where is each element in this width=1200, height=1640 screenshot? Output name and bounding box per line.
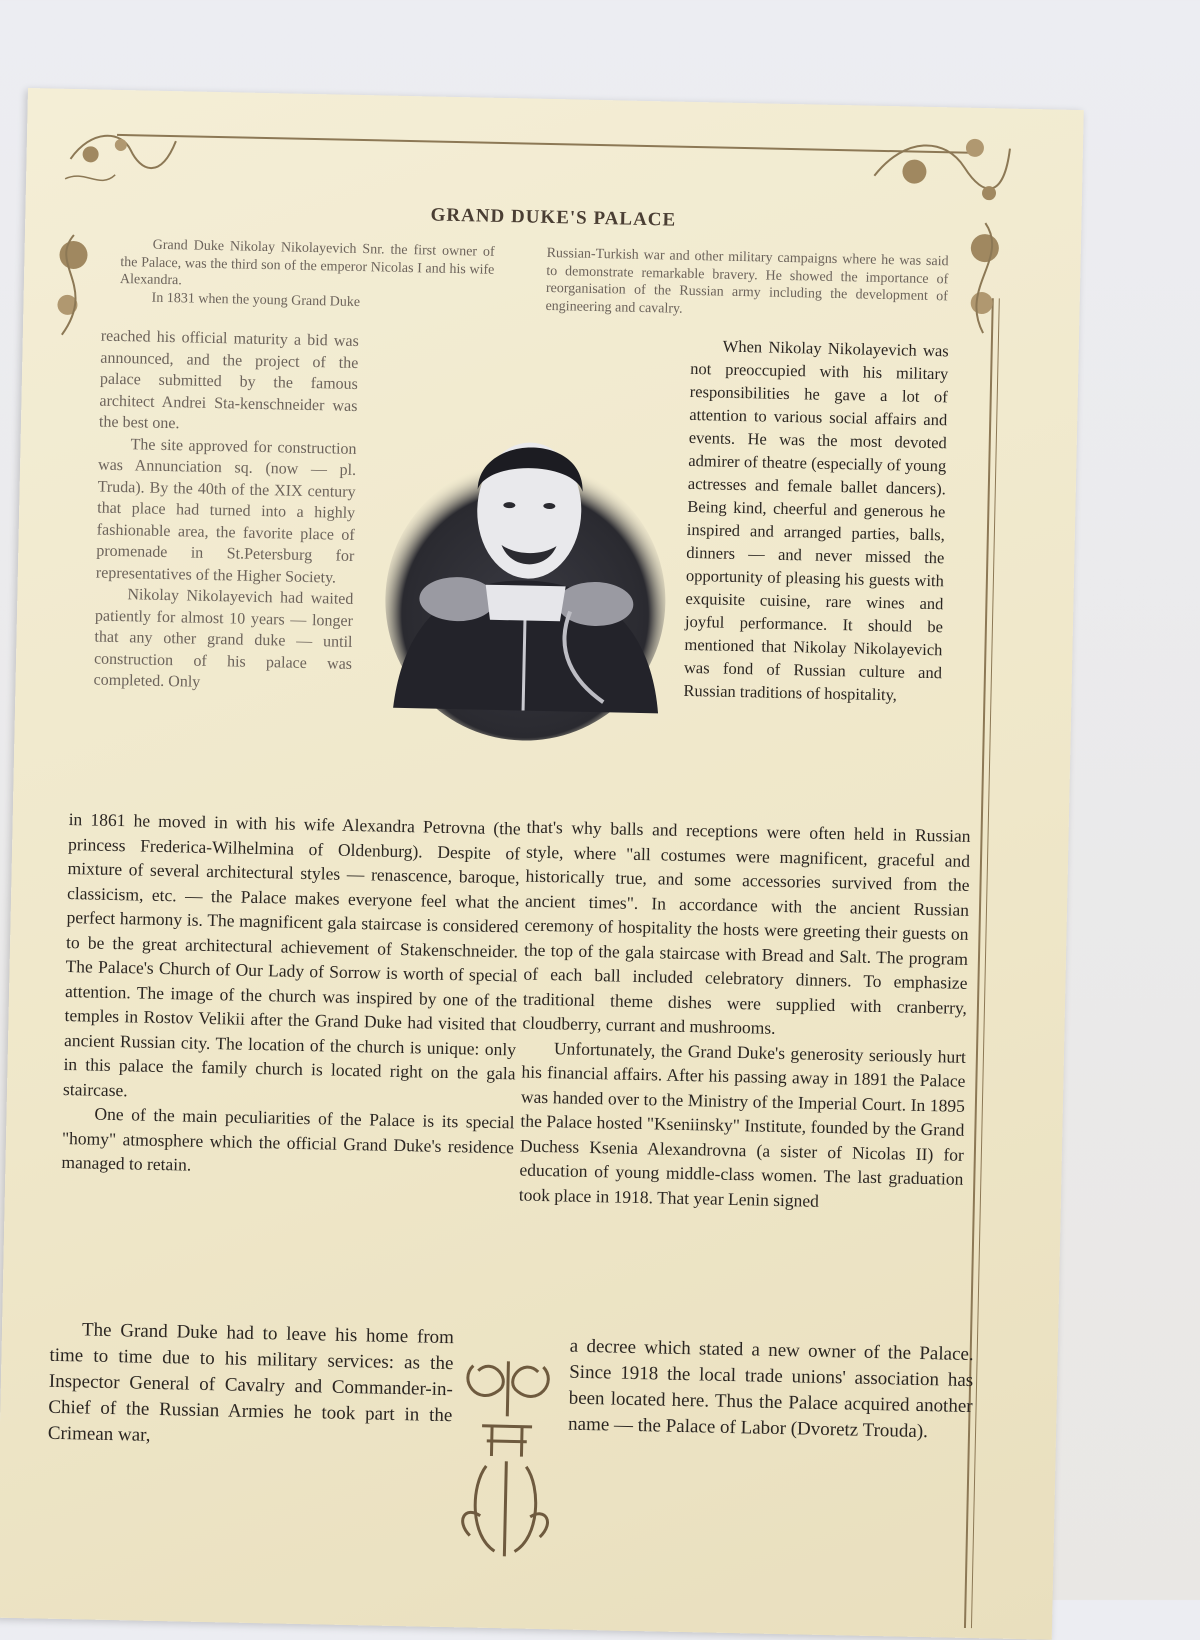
floral-ornament-top-left-icon	[60, 119, 182, 201]
paragraph: Nikolay Nikolayevich had waited patiently for almost 10 years — longer that any other grand duke — until construction of his palace was completed. Only	[93, 586, 354, 691]
left-column-upper	[93, 326, 359, 697]
brochure-page	[0, 88, 1084, 1640]
paragraph: In 1831 when the young Grand Duke	[151, 290, 361, 310]
paragraph: One of the main peculiarities of the Palace is its special "homy" atmosphere which the official Grand Duke's residence managed to retain.	[61, 1103, 515, 1175]
left-column-middle	[61, 807, 521, 1184]
paragraph: Grand Duke Nikolay Nikolayevich Snr. the first owner of the Palace, was the third son of the emperor Nicolas I and his wife Alexandra.	[119, 237, 495, 289]
paragraph: a decree which stated a new owner of the Palace. Since 1918 the local trade unions' association has been located here. Thus the Palace acquired another name — the Palace of Labor (Dvoretz Trouda).	[567, 1335, 974, 1443]
right-column-middle	[519, 815, 971, 1216]
paragraph: reached his official maturity a bid was announced, and the project of the palace submitted by the famous architect Andrei Sta-kenschneider was the best one.	[98, 327, 359, 433]
monogram-icon	[449, 1345, 564, 1567]
portrait-engraving-icon	[372, 377, 679, 743]
left-column-lower	[48, 1317, 455, 1455]
floral-ornament-left-icon	[37, 224, 109, 345]
right-column-upper	[683, 334, 949, 707]
frame-right-rule-inner	[971, 298, 1000, 1628]
paragraph: When Nikolay Nikolayevich was not preoccupied with his military responsibilities he gave a lot of attention to various social affairs and events. He was the most devoted admirer of theatre (especially of young actresses and female ballet dancers). Being kind, cheerful and generous he inspired and arranged parties, balls, dinners — and never missed the opportunity of pleasing his guests with exquisite cuisine, rare wines and joyful performance. It should be mentioned that Nikolay Nikolayevich was fond of Russian culture and Russian traditions of hospitality,	[683, 336, 949, 705]
floral-ornament-top-right-icon	[863, 116, 1015, 229]
paragraph: The Grand Duke had to leave his home from time to time due to his military services: as the Inspector General of Cavalry and Commander-in-Chief of the Russian Armies he took part in the Crimean war,	[47, 1319, 455, 1446]
right-column-intro	[545, 245, 948, 323]
page-title: GRAND DUKE'S PALACE	[430, 204, 677, 231]
left-column-intro	[119, 236, 494, 314]
paragraph: Russian-Turkish war and other military campaigns where he was said to demonstrate remarkable bravery. He showed the importance of reorganisation of the Russian army including the development of engineering and cavalry.	[545, 245, 949, 317]
paragraph: The site approved for construction was Annunciation sq. (now — pl. Truda). By the 40th of the XIX century that place had turned into a highly fashionable area, the favorite place of promenade in St.Petersburg for representatives of the Higher Society.	[95, 435, 357, 587]
frame-top-rule	[117, 134, 977, 154]
paragraph: that's why balls and receptions were often held in Russian style, where "all costumes were magnificent, graceful and historically true, and some accessories survived from the ancient times". In accordance with the ancient Russian ceremony of hospitality the hosts were greeting their guests on the top of the gala staircase with Bread and Salt. The program of each ball included celebratory dinners. To emphasize traditional theme dishes were supplied with cranberry, cloudberry, currant and mushrooms.	[522, 816, 971, 1038]
paragraph: in 1861 he moved in with his wife Alexandra Petrovna (the princess Frederica-Wilhelmina of Oldenburg). Despite of mixture of several architectural styles — renascence, baroque, classicism, etc. — the Palace makes everyone feel what the perfect harmony is. The magnificent gala staircase is considered to be the great architectural achievement of Stakenschneider. The Palace's Church of Our Lady of Sorrow is worth of special attention. The image of the church was inspired by one of the temples in Rostov Velikii after the Grand Duke had visited that ancient Russian city. The location of the church is unique: only in this palace the family church is located right on the gala staircase.	[62, 809, 521, 1100]
right-column-lower	[568, 1334, 974, 1446]
paragraph: Unfortunately, the Grand Duke's generosity seriously hurt his financial affairs. After his passing away in 1891 the Palace was handed over to the Ministry of the Imperial Court. In 1895 the Palace hosted "Kseniinsky" Institute, founded by the Grand Duchess Ksenia Alexandrovna (a sister of Nicolas II) for education of young middle-class women. The last graduation took place in 1918. That year Lenin signed	[518, 1037, 967, 1211]
